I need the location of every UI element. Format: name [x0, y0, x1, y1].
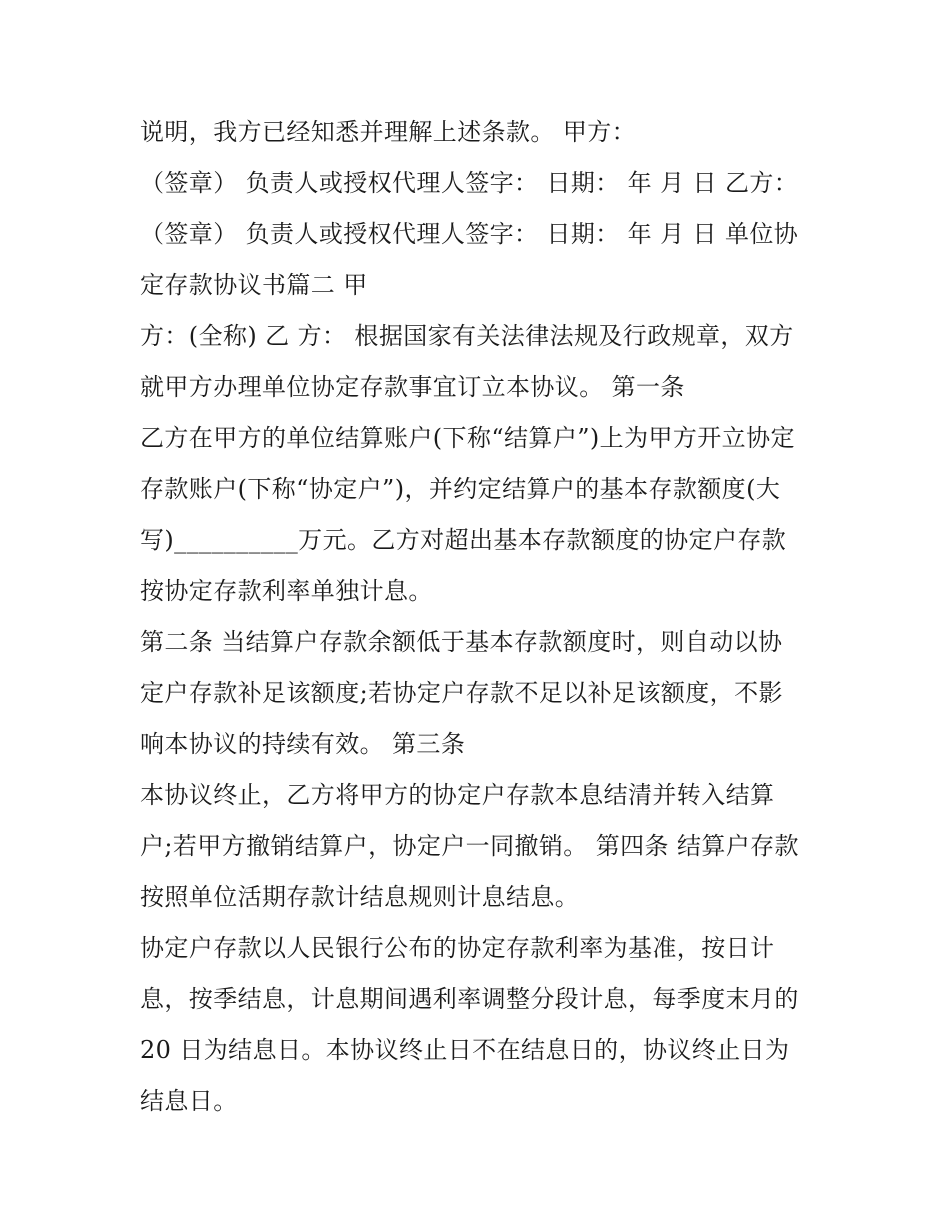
text-line: 响本协议的持续有效。 第三条: [140, 730, 466, 758]
text-line: 写)__________万元。乙方对超出基本存款额度的协定户存款: [140, 526, 787, 554]
text-line: 方：(全称) 乙 方： 根据国家有关法律法规及行政规章，双方: [140, 322, 794, 350]
text-line: 乙方在甲方的单位结算账户(下称“结算户”)上为甲方开立协定: [140, 424, 795, 452]
text-line: 说明，我方已经知悉并理解上述条款。 甲方：: [140, 118, 637, 146]
text-line: 息，按季结息，计息期间遇利率调整分段计息，每季度末月的: [140, 985, 799, 1013]
text-line: 户;若甲方撤销结算户，协定户一同撤销。 第四条 结算户存款: [140, 832, 799, 860]
text-line: 存款账户(下称“协定户”)，并约定结算户的基本存款额度(大: [140, 475, 781, 503]
text-line: 协定户存款以人民银行公布的协定存款利率为基准，按日计: [140, 934, 775, 962]
text-line: （签章） 负责人或授权代理人签字： 日期： 年 月 日 乙方：: [140, 169, 799, 197]
text-line: 本协议终止，乙方将甲方的协定户存款本息结清并转入结算: [140, 781, 775, 809]
text-line: 第二条 当结算户存款余额低于基本存款额度时，则自动以协: [140, 628, 783, 656]
text-line: 按照单位活期存款计结息规则计息结息。: [140, 883, 580, 911]
text-line: 20 日为结息日。本协议终止日不在结息日的，协议终止日为: [140, 1036, 790, 1064]
text-line: 定存款协议书篇二 甲: [140, 271, 368, 299]
text-line: （签章） 负责人或授权代理人签字： 日期： 年 月 日 单位协: [140, 220, 799, 248]
document-body: [140, 107, 830, 1127]
text-line: 结息日。: [140, 1087, 238, 1115]
text-line: 按协定存款利率单独计息。: [140, 577, 433, 605]
text-line: 就甲方办理单位协定存款事宜订立本协议。 第一条: [140, 373, 685, 401]
text-line: 定户存款补足该额度;若协定户存款不足以补足该额度，不影: [140, 679, 783, 707]
